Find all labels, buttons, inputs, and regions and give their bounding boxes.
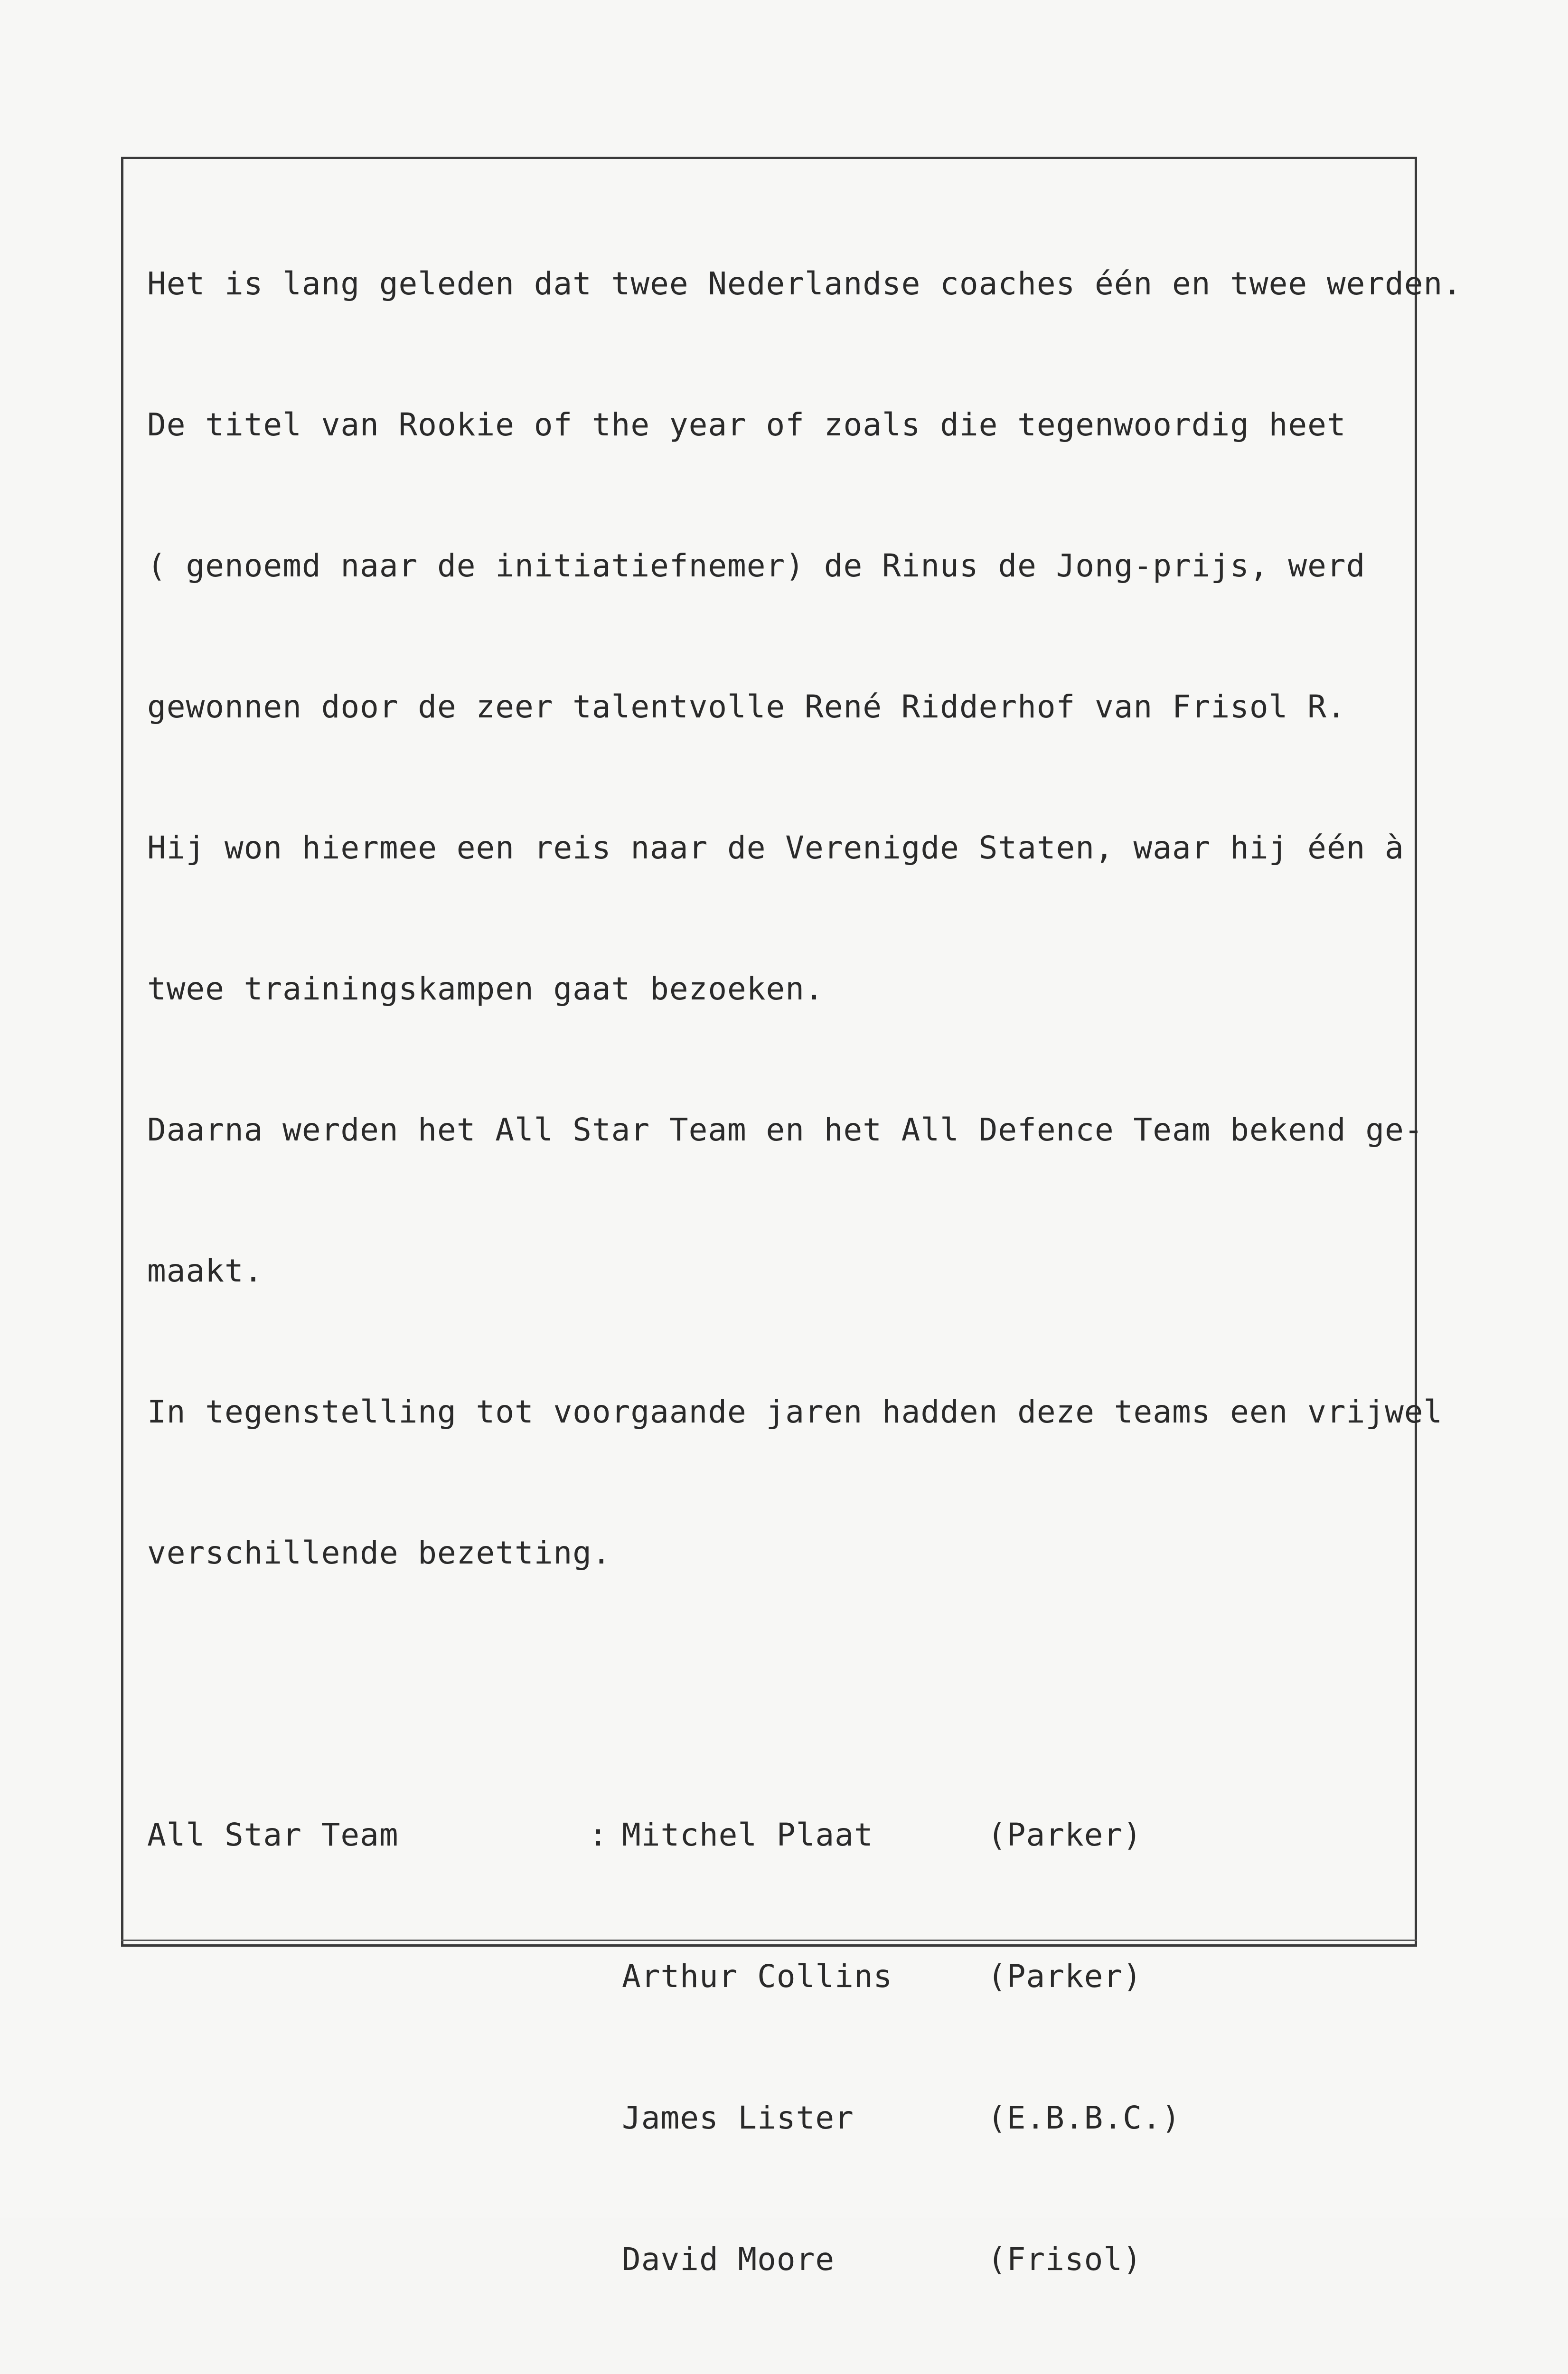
text-line: maakt. <box>147 1253 263 1289</box>
player-club: (Frisol) <box>987 2241 1142 2278</box>
team-row <box>147 1811 1410 1859</box>
player-club: (Parker) <box>987 1958 1142 1995</box>
text-line: Daarna werden het All Star Team en het All Defence Team bekend ge- <box>147 1112 1424 1148</box>
player-name: James Lister <box>622 2100 854 2136</box>
player-name: Arthur Collins <box>622 1958 893 1995</box>
text-line: Hij won hiermee een reis naar de Verenigde Staten, waar hij één à <box>147 829 1404 866</box>
text-line: In tegenstelling tot voorgaande jaren hadden deze teams een vrijwel <box>147 1394 1443 1430</box>
player-club: (E.B.B.C.) <box>987 2100 1181 2136</box>
text-line: De titel van Rookie of the year of zoals die tegenwoordig heet <box>147 406 1346 443</box>
text-line: verschillende bezetting. <box>147 1535 611 1571</box>
player-name: David Moore <box>622 2241 835 2278</box>
text-line: ( genoemd naar de initiatiefnemer) de Rinus de Jong-prijs, werd <box>147 547 1366 584</box>
text-line: twee trainingskampen gaat bezoeken. <box>147 970 824 1007</box>
team-row <box>147 1953 1410 2000</box>
team-colon: : <box>589 1817 608 1853</box>
document-body <box>147 166 1463 2374</box>
team-row <box>147 2236 1410 2283</box>
text-line: Het is lang geleden dat twee Nederlandse coaches één en twee werden. <box>147 265 1463 302</box>
player-name: Mitchel Plaat <box>622 1817 873 1853</box>
text-line: gewonnen door de zeer talentvolle René Ridderhof van Frisol R. <box>147 688 1346 725</box>
team-label: All Star Team <box>147 1817 399 1853</box>
player-club: (Parker) <box>987 1817 1142 1853</box>
team-row <box>147 2094 1410 2142</box>
all-star-team-section <box>147 1717 1410 2374</box>
